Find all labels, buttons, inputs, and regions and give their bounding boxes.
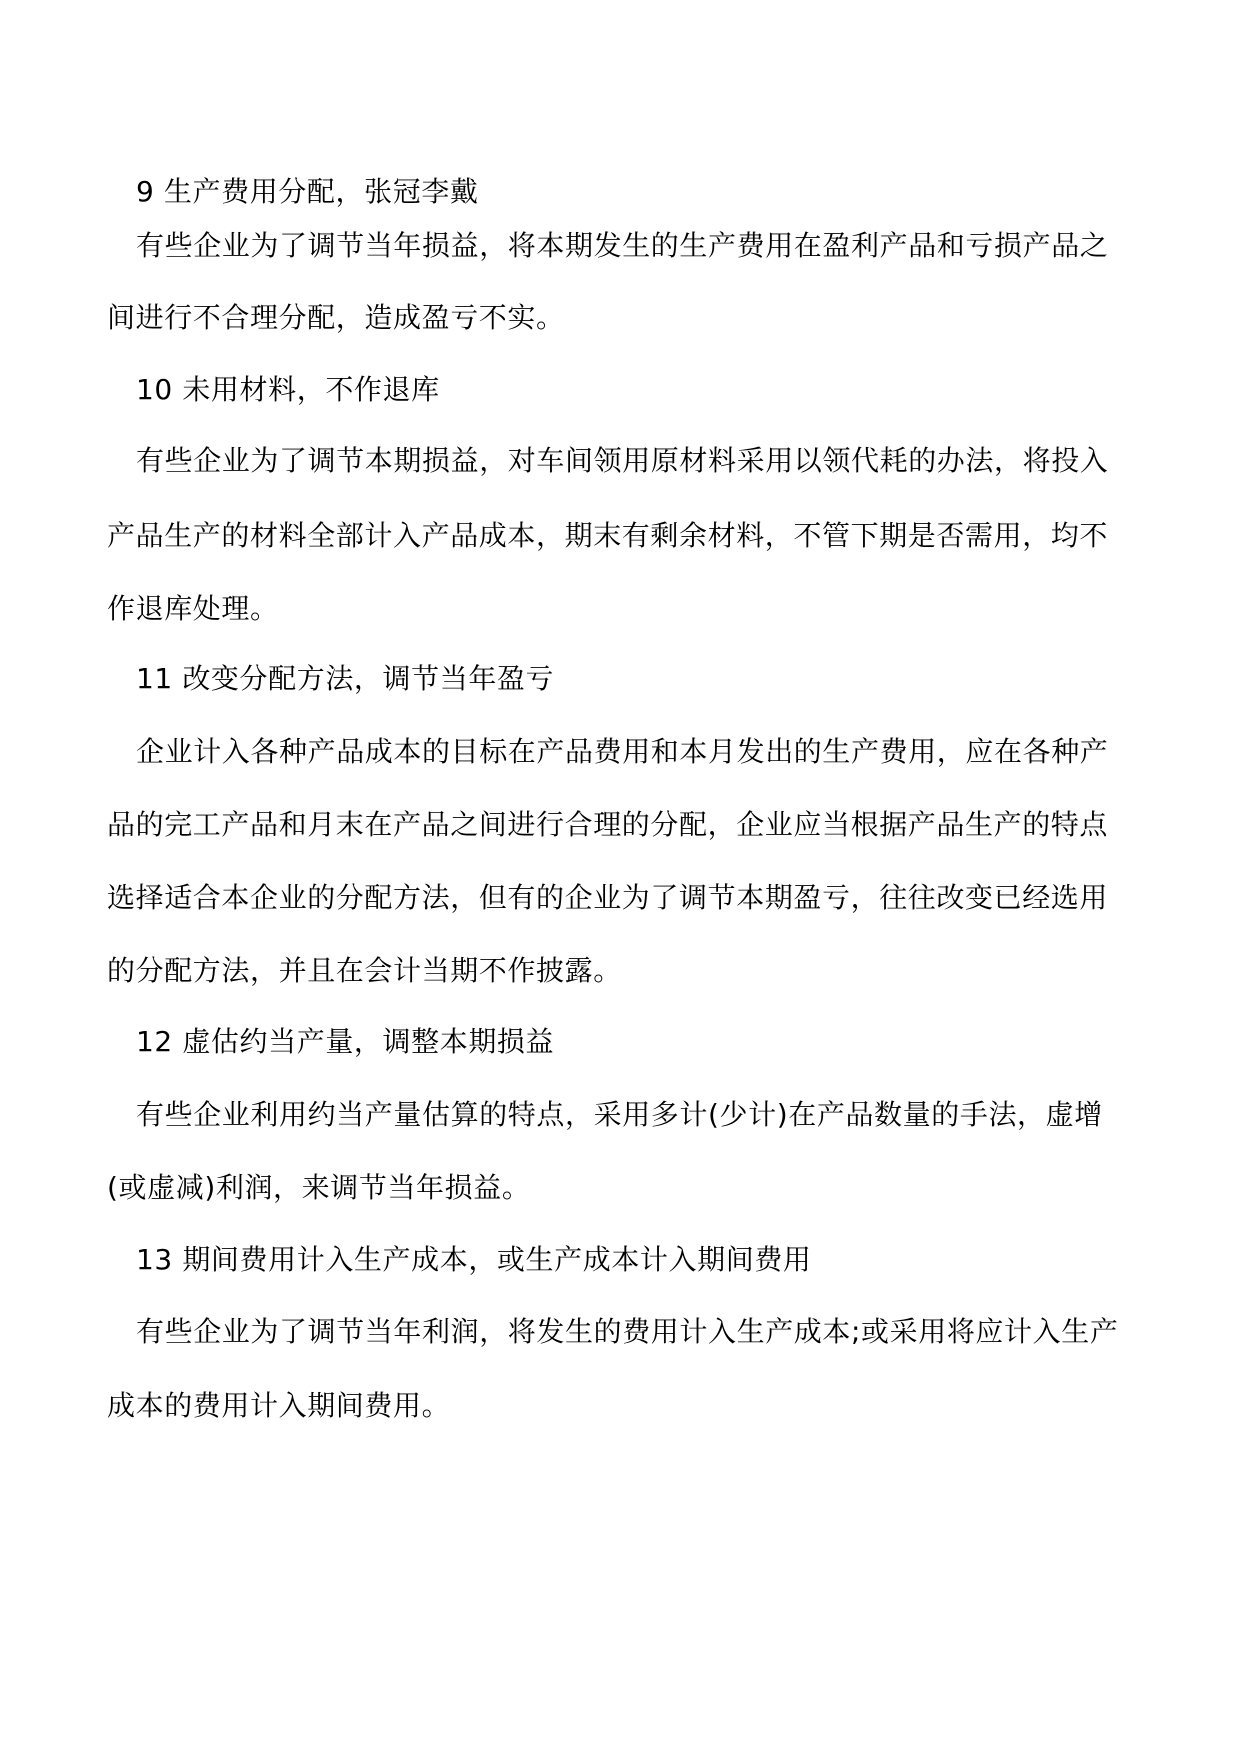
section-heading: 9 生产费用分配，张冠李戴 xyxy=(136,175,479,208)
paragraph-line: 品的完工产品和月末在产品之间进行合理的分配，企业应当根据产品生产的特点 xyxy=(107,808,1109,841)
section-heading: 11 改变分配方法，调节当年盈亏 xyxy=(136,662,555,695)
paragraph-line: (或虚减)利润，来调节当年损益。 xyxy=(107,1171,531,1204)
paragraph-line: 作退库处理。 xyxy=(107,592,279,625)
section-heading: 12 虚估约当产量，调整本期损益 xyxy=(136,1025,555,1058)
paragraph-line: 有些企业为了调节当年损益，将本期发生的生产费用在盈利产品和亏损产品之 xyxy=(136,229,1109,262)
paragraph-line: 间进行不合理分配，造成盈亏不实。 xyxy=(107,301,565,334)
paragraph-line: 成本的费用计入期间费用。 xyxy=(107,1389,451,1422)
paragraph-line: 选择适合本企业的分配方法，但有的企业为了调节本期盈亏，往往改变已经选用 xyxy=(107,881,1109,914)
paragraph-line: 的分配方法，并且在会计当期不作披露。 xyxy=(107,954,622,987)
paragraph-line: 有些企业为了调节本期损益，对车间领用原材料采用以领代耗的办法，将投入 xyxy=(136,444,1109,477)
paragraph-line: 有些企业利用约当产量估算的特点，采用多计(少计)在产品数量的手法，虚增 xyxy=(136,1098,1103,1131)
section-heading: 10 未用材料，不作退库 xyxy=(136,373,440,406)
paragraph-line: 有些企业为了调节当年利润，将发生的费用计入生产成本;或采用将应计入生产 xyxy=(136,1315,1119,1348)
paragraph-line: 企业计入各种产品成本的目标在产品费用和本月发出的生产费用，应在各种产 xyxy=(136,735,1109,768)
paragraph-line: 产品生产的材料全部计入产品成本，期末有剩余材料，不管下期是否需用，均不 xyxy=(107,519,1109,552)
section-heading: 13 期间费用计入生产成本，或生产成本计入期间费用 xyxy=(136,1243,812,1276)
